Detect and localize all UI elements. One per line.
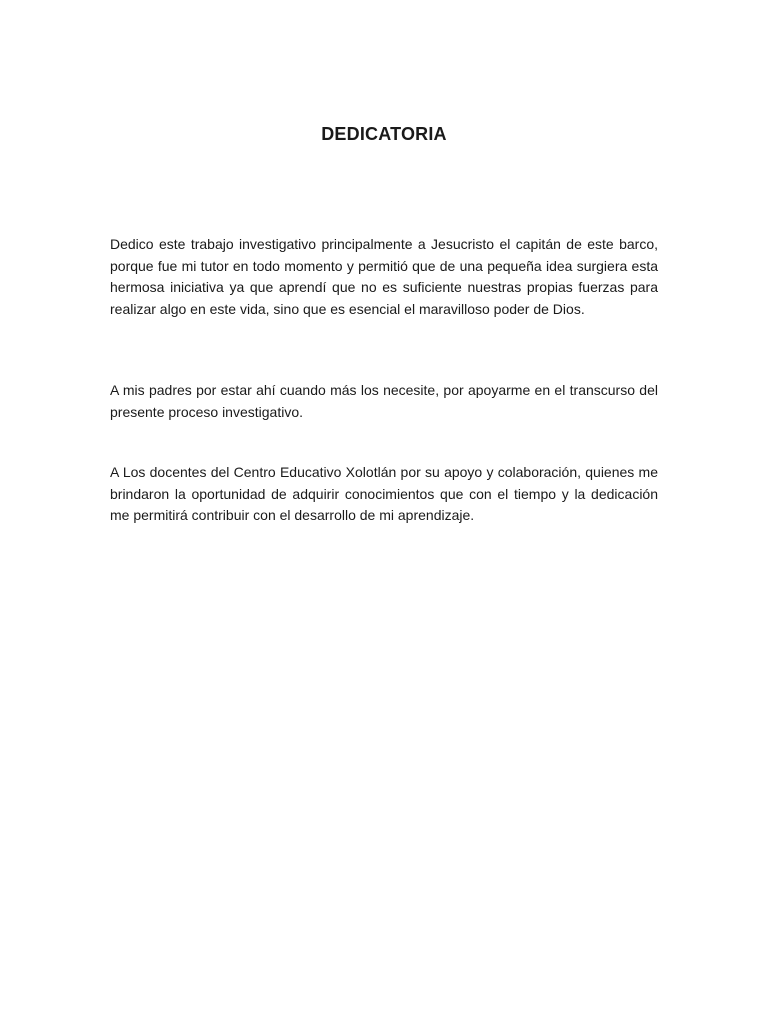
page-title: DEDICATORIA <box>321 124 447 144</box>
dedication-paragraph-parents: A mis padres por estar ahí cuando más los necesite, por apoyarme en el transcurso del presente proceso investigativo. <box>110 382 658 420</box>
dedication-paragraph-teachers: A Los docentes del Centro Educativo Xolotlán por su apoyo y colaboración, quienes me brindaron la oportunidad de adquirir conocimientos que con el tiempo y la dedicación me permitirá contribuir con el desarrollo de mi aprendizaje. <box>110 464 658 523</box>
dedication-paragraph-god: Dedico este trabajo investigativo principalmente a Jesucristo el capitán de este barco, porque fue mi tutor en todo momento y permitió que de una pequeña idea surgiera esta hermosa iniciativa ya que aprendí que no es suficiente nuestras propias fuerzas para realizar algo en este vida, sino que es esencial el maravilloso poder de Dios. <box>110 236 658 317</box>
